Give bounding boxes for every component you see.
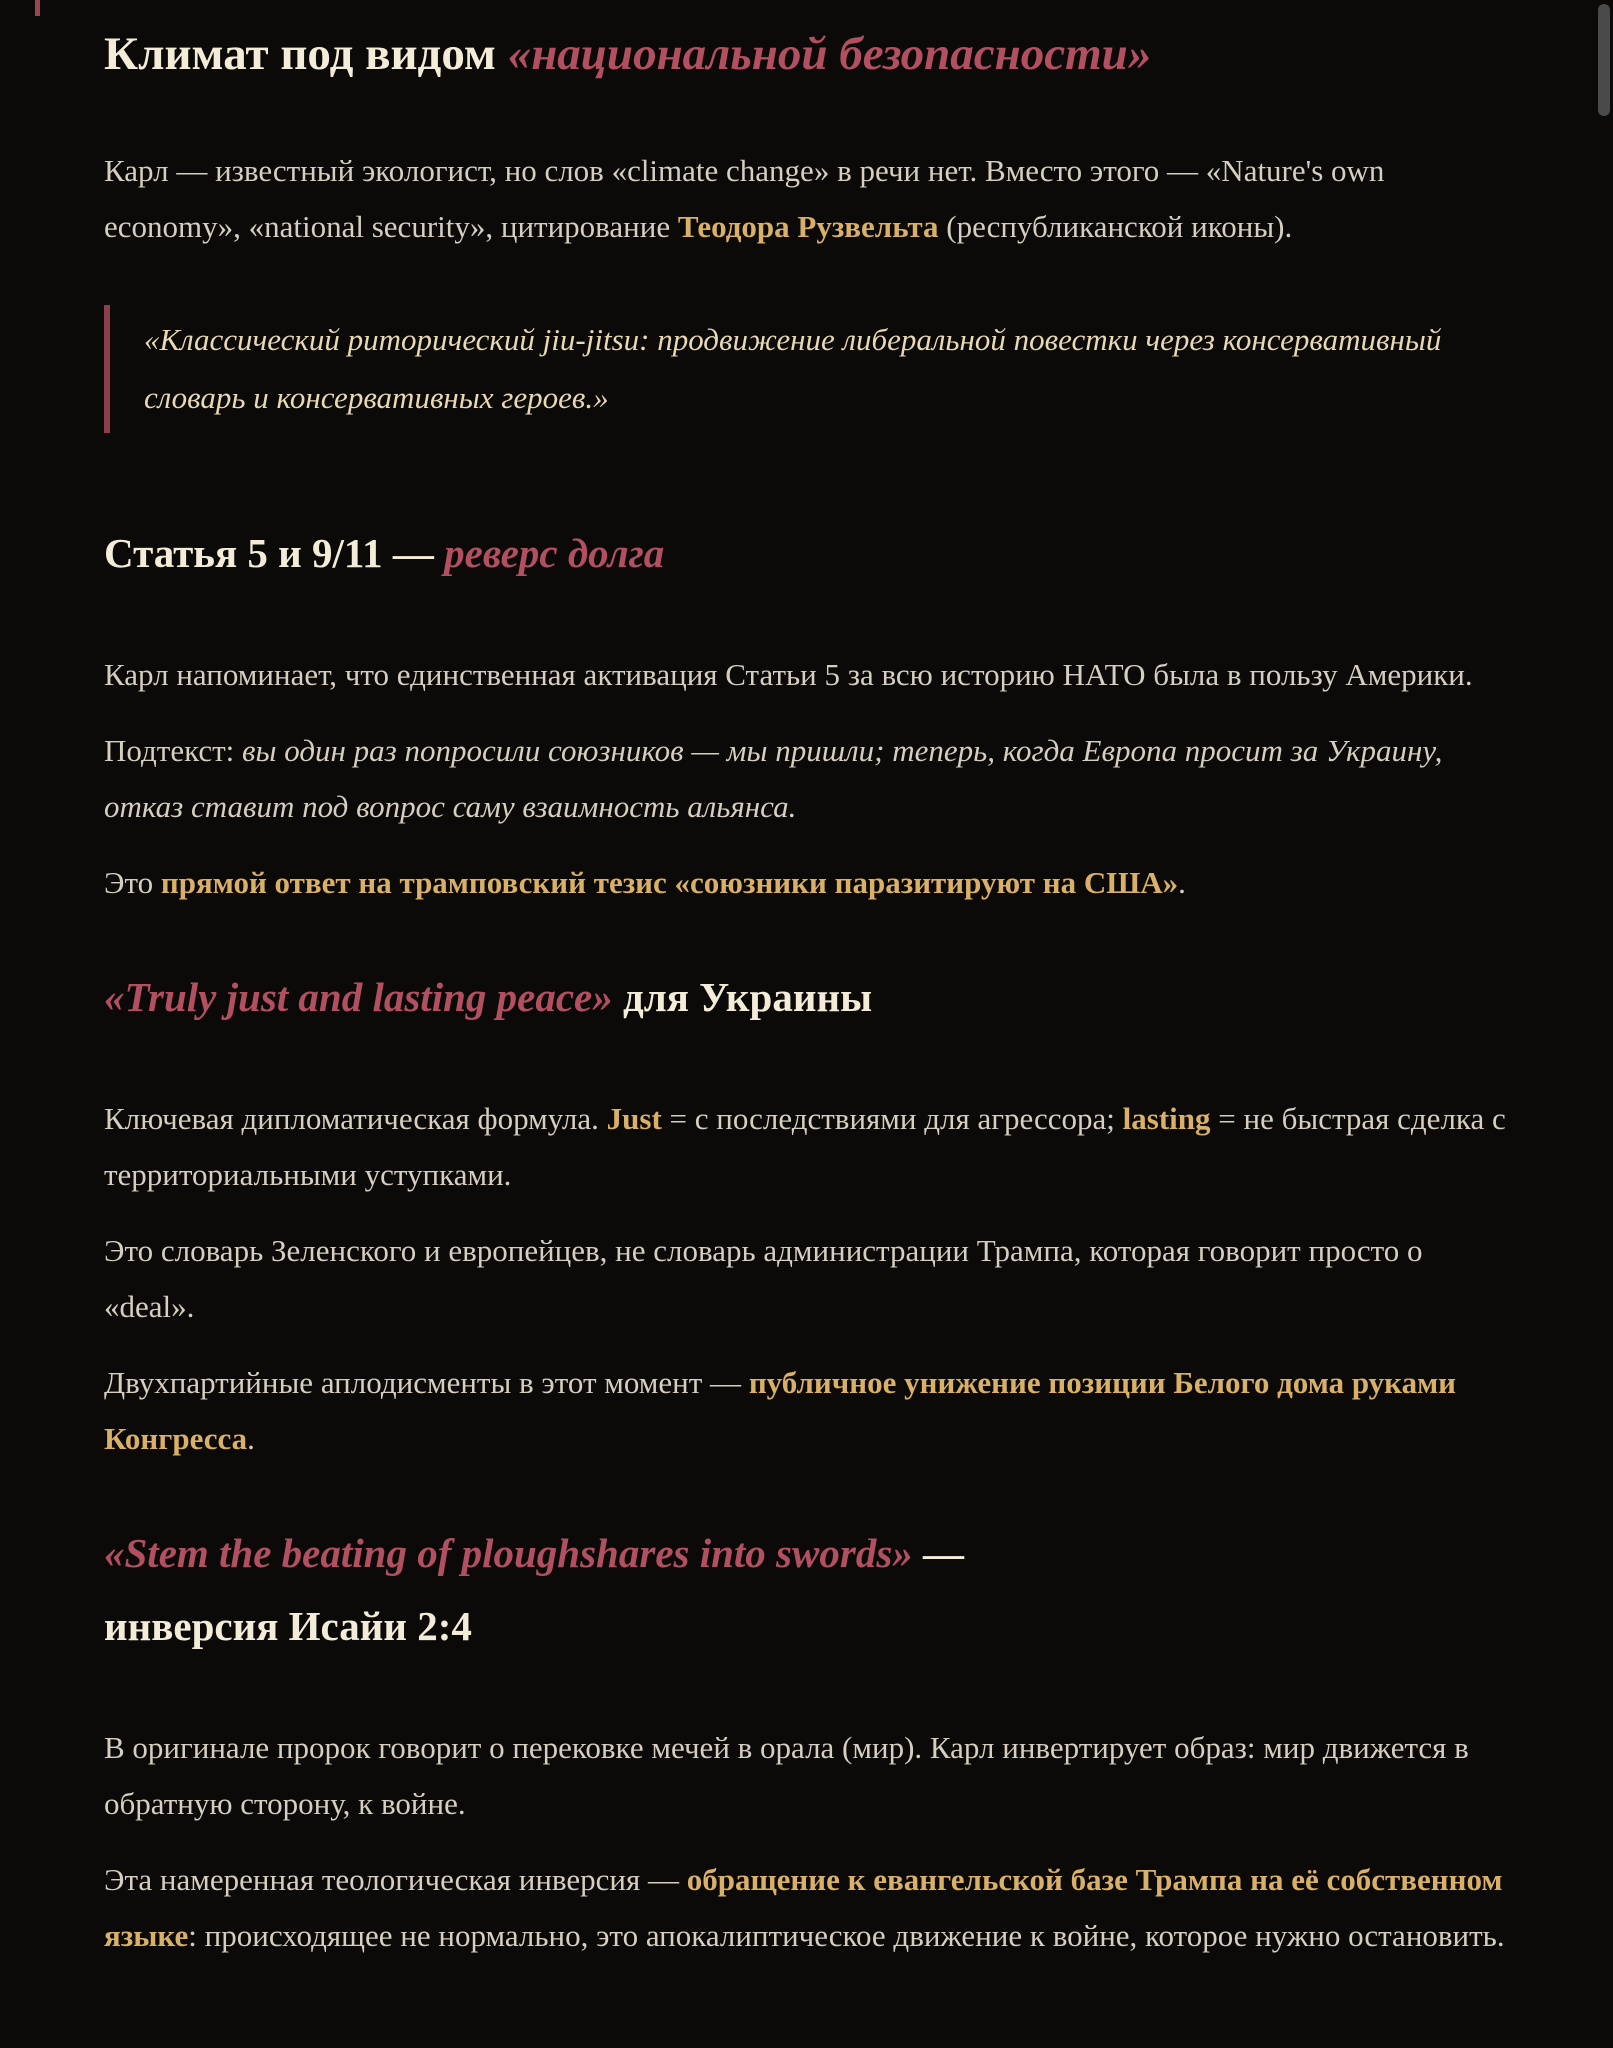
- inline-highlight-roosevelt: Теодора Рузвельта: [677, 209, 939, 245]
- inline-highlight-just: Just: [606, 1100, 662, 1136]
- paragraph-text: = не быстрая сделка с территориальными уступками.: [104, 1100, 1506, 1192]
- paragraph-intro: [104, 143, 1508, 255]
- article-body: [104, 0, 1508, 1984]
- heading-plain-line2: инверсия Исайи 2:4: [104, 1603, 472, 1650]
- section-heading-ploughshares: [104, 1517, 1508, 1665]
- paragraph-text: Это словарь Зеленского и европейцев, не словарь администрации Трампа, которая говорит просто о «deal».: [104, 1232, 1423, 1324]
- paragraph-text: Карл напоминает, что единственная активация Статьи 5 за всю историю НАТО была в пользу Америки.: [104, 656, 1473, 692]
- section-heading-article5: [104, 517, 1508, 591]
- paragraph-bipartisan-applause: [104, 1355, 1508, 1467]
- paragraph-theological-inversion: [104, 1852, 1508, 1964]
- paragraph-text: Подтекст:: [104, 732, 243, 768]
- article-title: [104, 24, 1508, 85]
- paragraph-article5-activation: [104, 647, 1508, 703]
- paragraph-trump-thesis: [104, 855, 1508, 911]
- paragraph-text: Это: [104, 864, 161, 900]
- paragraph-isaiah-original: [104, 1720, 1508, 1832]
- blockquote-text: «Классический риторический jiu-jitsu: продвижение либеральной повестки через консервативный словарь и консервативных героев.»: [144, 322, 1442, 416]
- heading-plain: для Украины: [612, 973, 873, 1020]
- clipped-quote-border-fragment: [35, 0, 40, 16]
- paragraph-zelensky-vocabulary: [104, 1223, 1508, 1335]
- heading-plain: —: [912, 1529, 965, 1576]
- article-title-accent: «национальной безопасности»: [507, 28, 1152, 80]
- blockquote-rhetorical-jiujitsu: [104, 305, 1508, 433]
- article-title-plain: Климат под видом: [104, 28, 508, 80]
- inline-highlight-thesis: прямой ответ на трамповский тезис «союзники паразитируют на США»: [160, 864, 1179, 900]
- paragraph-text: .: [1178, 864, 1186, 900]
- paragraph-text: Эта намеренная теологическая инверсия —: [104, 1862, 687, 1898]
- paragraph-text: Ключевая дипломатическая формула.: [104, 1100, 607, 1136]
- section-heading-lasting-peace: [104, 961, 1508, 1035]
- paragraph-text: Двухпартийные аплодисменты в этот момент —: [104, 1364, 749, 1400]
- paragraph-text: Карл — известный экологист, но слов «climate change» в речи нет. Вместо этого — «Nature's own economy», «national security», цитирование: [104, 153, 1385, 245]
- paragraph-text: (республиканской иконы).: [938, 209, 1293, 245]
- heading-accent: реверс долга: [444, 530, 665, 577]
- paragraph-subtext: [104, 723, 1508, 835]
- paragraph-text: В оригинале пророк говорит о перековке мечей в орала (мир). Карл инвертирует образ: мир движется в обратную сторону, к войне.: [104, 1730, 1469, 1822]
- heading-accent: «Truly just and lasting peace»: [104, 973, 613, 1020]
- inline-highlight-humiliation: публичное унижение позиции Белого дома руками Конгресса: [104, 1364, 1457, 1456]
- paragraph-text: .: [247, 1420, 255, 1456]
- inline-italic-subtext: вы один раз попросили союзников — мы пришли; теперь, когда Европа просит за Украину, отказ ставит под вопрос саму взаимность альянса.: [104, 732, 1443, 824]
- paragraph-text: = с последствиями для агрессора;: [661, 1100, 1123, 1136]
- inline-highlight-lasting: lasting: [1122, 1100, 1211, 1136]
- paragraph-diplomatic-formula: [104, 1091, 1508, 1203]
- heading-accent: «Stem the beating of ploughshares into swords»: [104, 1529, 913, 1576]
- heading-plain: Статья 5 и 9/11 —: [104, 530, 445, 577]
- inline-highlight-evangelical-base: обращение к евангельской базе Трампа на её собственном языке: [104, 1862, 1503, 1954]
- scrollbar-thumb[interactable]: [1598, 4, 1610, 116]
- paragraph-text: : происходящее не нормально, это апокалиптическое движение к войне, которое нужно остановить.: [188, 1918, 1505, 1954]
